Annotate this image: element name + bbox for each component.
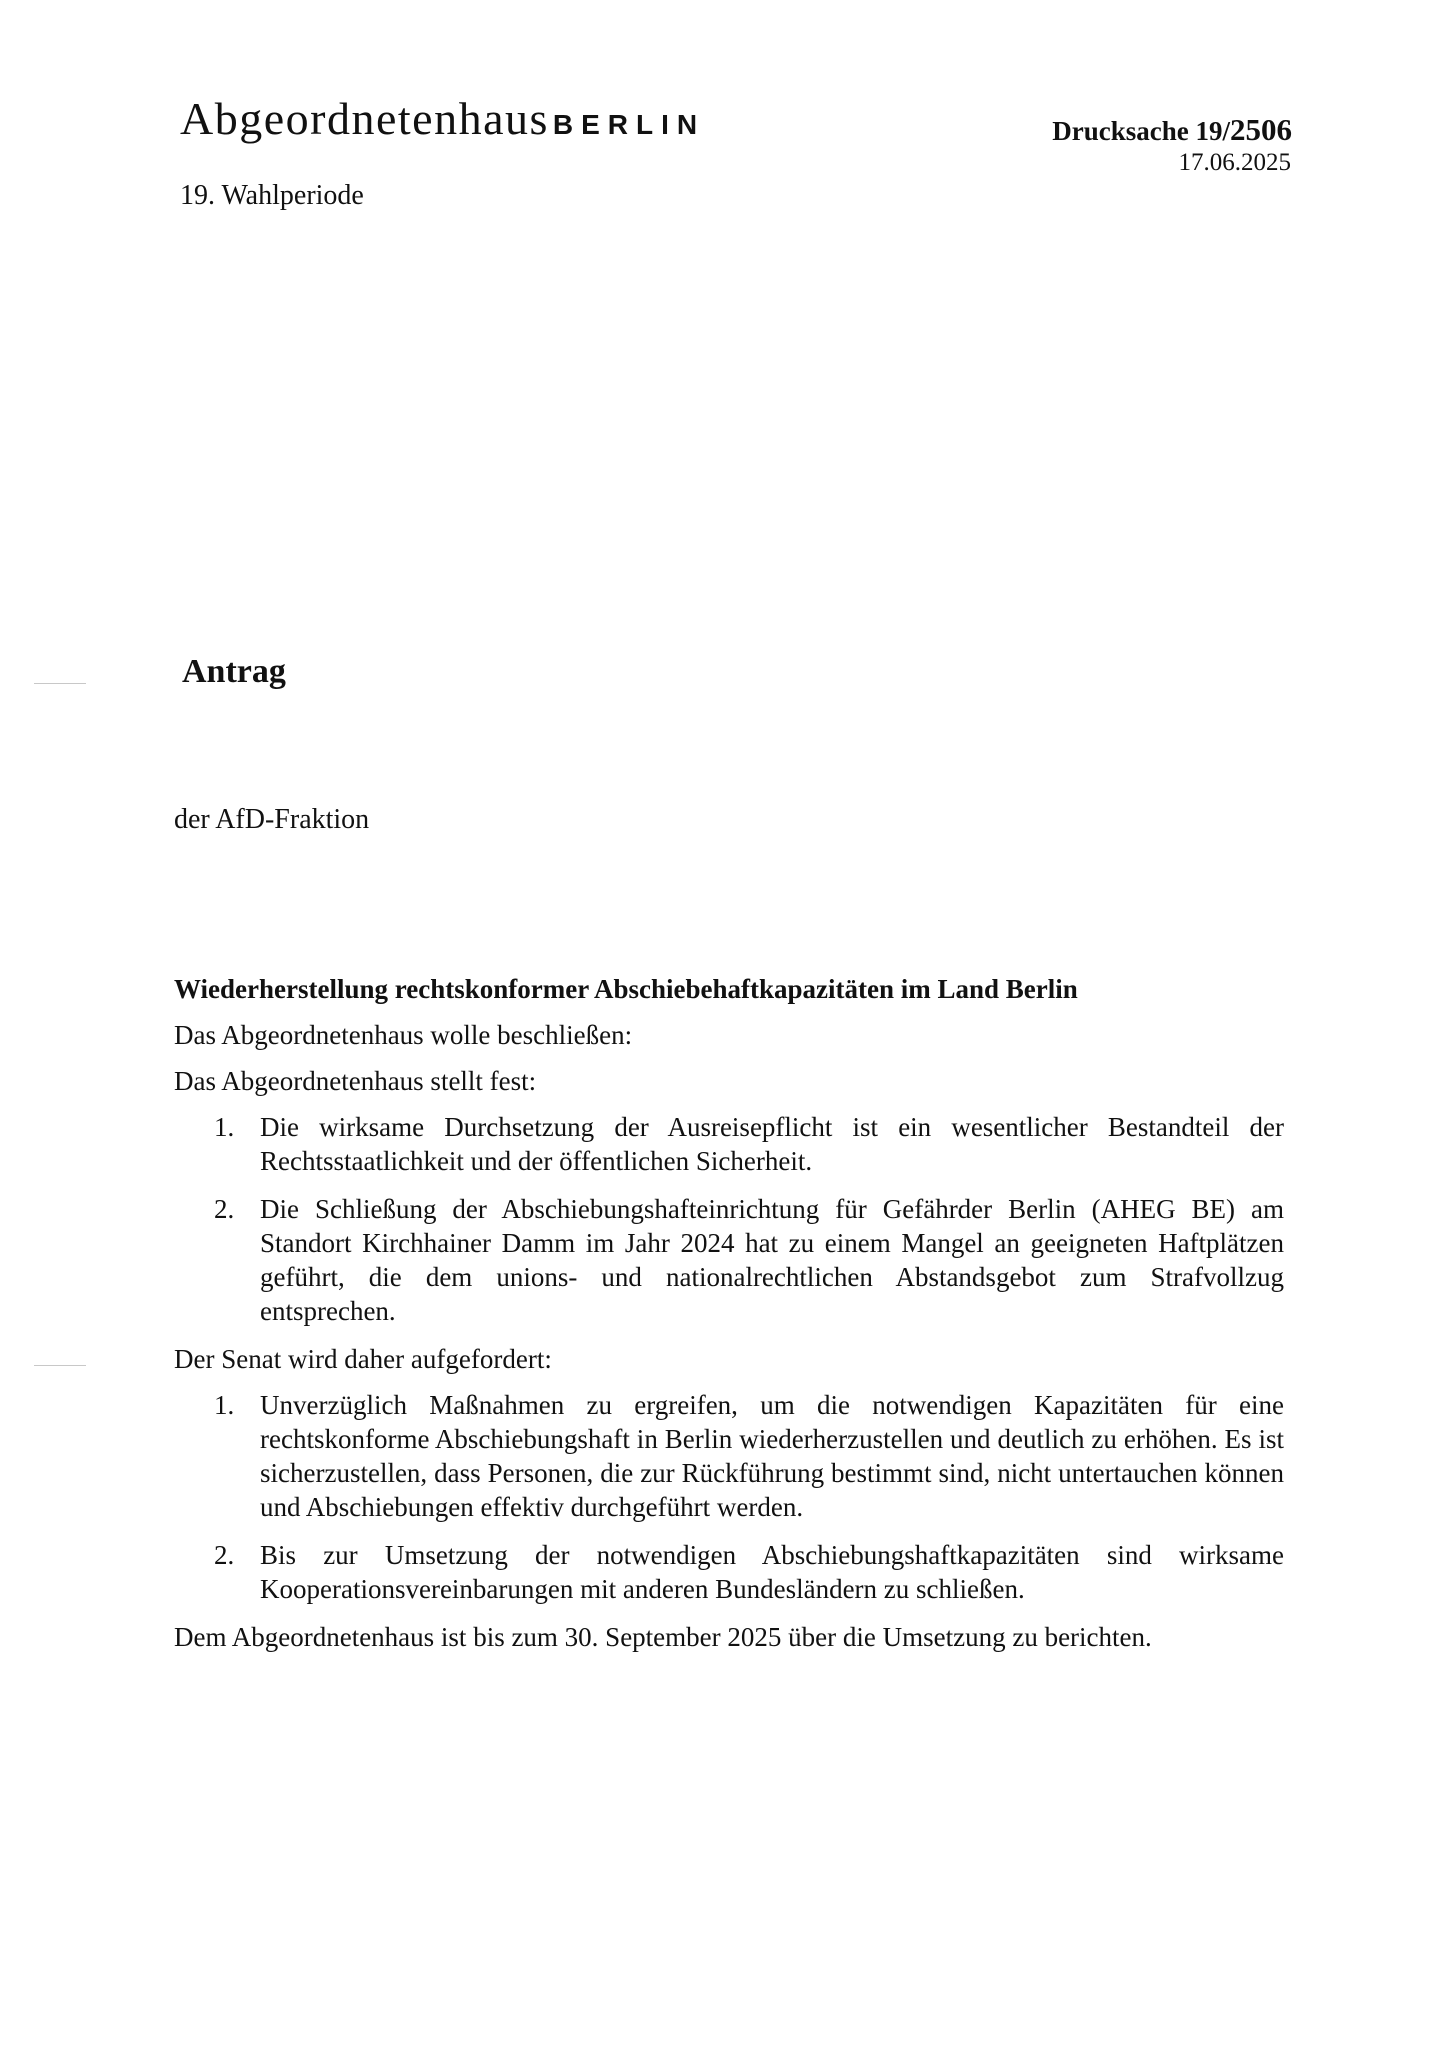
document-number: [1052, 114, 1292, 145]
document-type-heading: Antrag: [182, 653, 286, 690]
item-number: 1.: [214, 1390, 235, 1420]
institution-name: Abgeordnetenhaus: [180, 93, 549, 144]
document-date: 17.06.2025: [1178, 149, 1291, 176]
item-text: Die Schließung der Abschiebungshafteinrichtung für Gefährder Berlin (AHEG BE) am Standort Kirchhainer Damm im Jahr 2024 hat zu einem Mangel an geeigneten Haftplätzen geführt, die dem unions- und nationalrechtlichen Abstandsgebot zum Strafvollzug entsprechen.: [260, 1194, 1284, 1326]
findings-list: [174, 1110, 1284, 1328]
demands-intro: Der Senat wird daher aufgefordert:: [174, 1344, 552, 1374]
findings-item: [174, 1192, 1284, 1328]
item-number: 2.: [214, 1194, 235, 1224]
submitter: der AfD-Fraktion: [174, 804, 370, 835]
demands-list: [174, 1388, 1284, 1606]
item-number: 2.: [214, 1540, 235, 1570]
item-number: 1.: [214, 1112, 235, 1142]
motion-title: Wiederherstellung rechtskonformer Abschiebehaftkapazitäten im Land Berlin: [174, 974, 1078, 1004]
item-text: Unverzüglich Maßnahmen zu ergreifen, um die notwendigen Kapazitäten für eine rechtskonforme Abschiebungshaft in Berlin wiederherzustellen und deutlich zu erhöhen. Es ist sicherzustellen, dass Personen, die zur Rückführung bestimmt sind, nicht untertauchen können und Abschiebungen effektiv durchgeführt werden.: [260, 1390, 1284, 1522]
institution-city: BERLIN: [552, 109, 706, 140]
margin-fold-mark-top: [34, 683, 86, 684]
margin-fold-mark-bottom: [34, 1365, 86, 1366]
demands-item: [174, 1388, 1284, 1524]
findings-intro: Das Abgeordnetenhaus stellt fest:: [174, 1066, 537, 1096]
institution-logo: [180, 93, 706, 144]
motion-body: [174, 972, 1284, 1654]
legislative-period: 19. Wahlperiode: [180, 180, 364, 211]
document-number-value: 2506: [1230, 112, 1292, 147]
findings-item: [174, 1110, 1284, 1178]
item-text: Die wirksame Durchsetzung der Ausreisepflicht ist ein wesentlicher Bestandteil der Rechtsstaatlichkeit und der öffentlichen Sicherheit.: [260, 1112, 1284, 1176]
item-text: Bis zur Umsetzung der notwendigen Abschiebungshaftkapazitäten sind wirksame Kooperationsvereinbarungen mit anderen Bundesländern zu schließen.: [260, 1540, 1284, 1604]
resolution-intro: Das Abgeordnetenhaus wolle beschließen:: [174, 1020, 633, 1050]
demands-item: [174, 1538, 1284, 1606]
document-number-label: Drucksache 19/: [1052, 116, 1230, 146]
reporting-deadline: Dem Abgeordnetenhaus ist bis zum 30. September 2025 über die Umsetzung zu berichten.: [174, 1622, 1152, 1652]
